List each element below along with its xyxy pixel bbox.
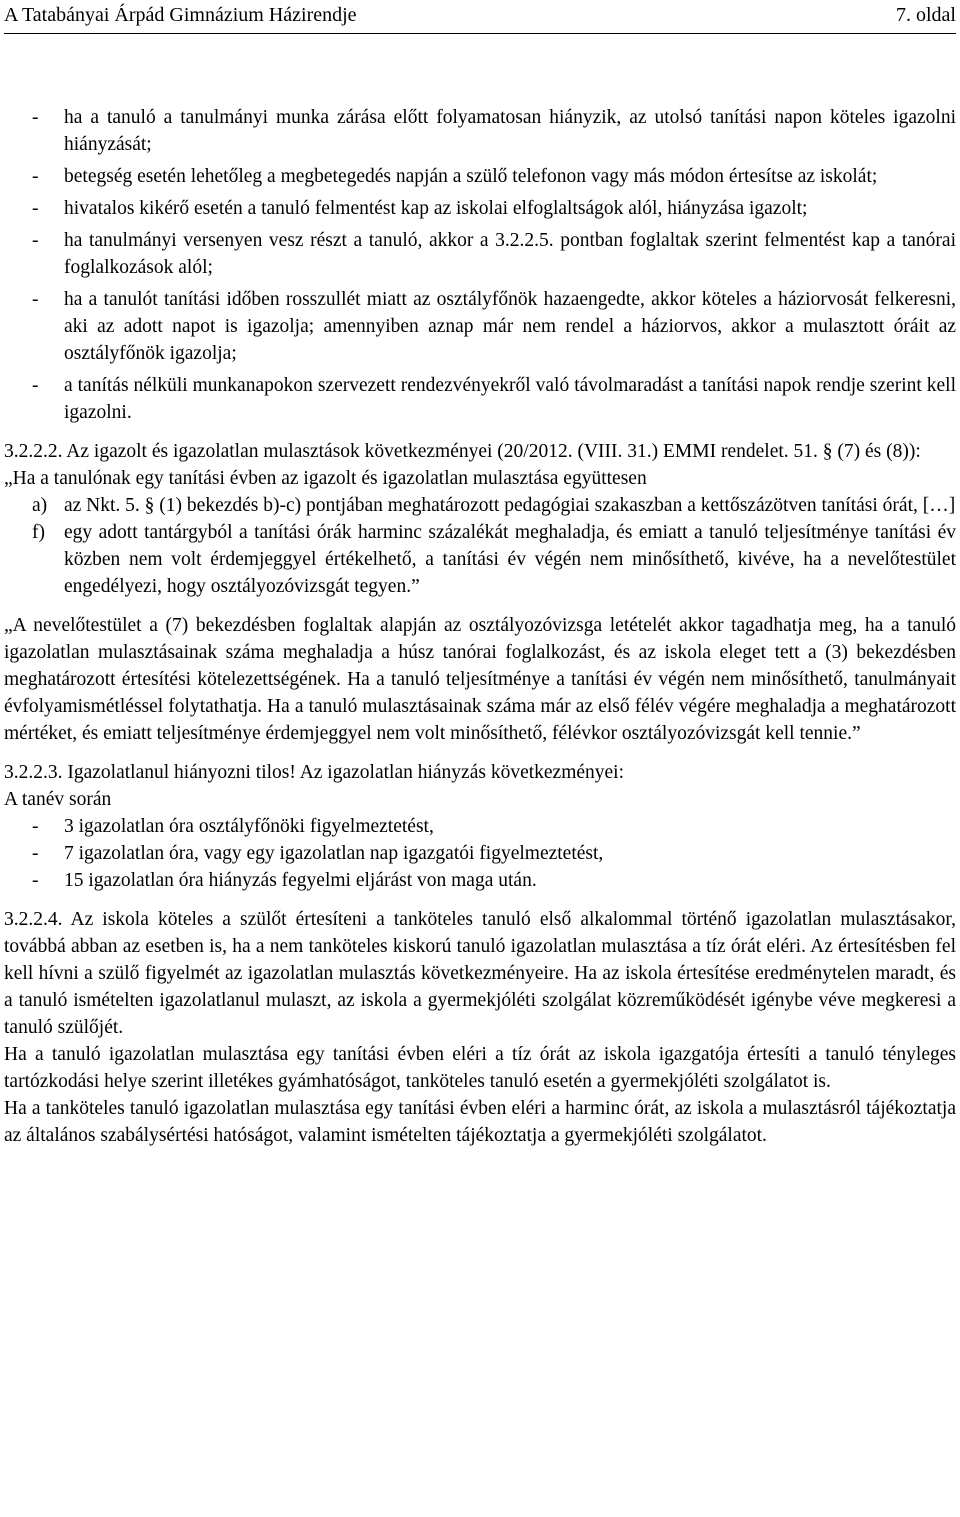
section-3223-heading: 3.2.2.3. Igazolatlanul hiányozni tilos! Az igazolatlan hiányzás következményei: — [4, 762, 625, 783]
page-number: 7. oldal — [896, 4, 956, 26]
list-item: a) az Nkt. 5. § (1) bekezdés b)-c) pontjában meghatározott pedagógiai szakaszban a kettőszázötven tanítási órát, […] — [32, 495, 956, 516]
list-item: - ha a tanulót tanítási időben rosszullét miatt az osztályfőnök hazaengedte, akkor köteles a háziorvosát felkeresni, aki az adott napot is igazolja; amennyiben aznap már nem rendel a háziorvos, akkor a mulasztott óráit az osztályfőnök igazolja; — [32, 289, 956, 364]
list-item: - hivatalos kikérő esetén a tanuló felmentést kap az iskolai elfoglaltságok alól, hiányzása igazolt; — [32, 198, 808, 219]
quote-intro: „Ha a tanulónak egy tanítási évben az igazolt és igazolatlan mulasztása együttesen — [4, 468, 647, 489]
quote-paragraph: „A nevelőtestület a (7) bekezdésben foglaltak alapján az osztályozóvizsga letételét akkor tagadhatja meg, ha a tanuló igazolatlan mulasztásainak száma meghaladja a húsz tanórai foglalkozást, és az iskola eleget tett a (3) bekezdésben meghatározott értesítési kötelezettségének. Ha a tanuló teljesítménye a tanítási év végén nem minősíthető, tanulmányait évfolyamismétléssel folytathatja. Ha a tanuló mulasztásainak száma már az első félév végére meghaladja a meghatározott mértéket, és emiatt teljesítménye érdemjeggyel nem volt minősíthető, félévkor osztályozóvizsgát kell tennie.” — [4, 615, 956, 744]
section-3223-subheading: A tanév során — [4, 789, 112, 810]
list-item: - ha a tanuló a tanulmányi munka zárása előtt folyamatosan hiányzik, az utolsó tanítási napon köteles igazolni hiányzását; — [32, 107, 956, 155]
page-header — [4, 0, 956, 34]
list-item: f) egy adott tantárgyból a tanítási órák harminc százalékát meghaladja, és emiatt a tanuló teljesítménye tanítási év közben nem volt érdemjeggyel értékelhető, a tanítási év végén nem minősíthető, kivéve, ha a nevelőtestület engedélyezi, hogy osztályozóvizsgát tegyen.” — [32, 522, 956, 597]
absence-rules-list — [0, 104, 960, 426]
document-body — [0, 104, 960, 1149]
list-item: - 15 igazolatlan óra hiányzás fegyelmi eljárást von maga után. — [32, 870, 537, 891]
list-item: - 7 igazolatlan óra, vagy egy igazolatlan nap igazgatói figyelmeztetést, — [32, 843, 604, 864]
list-item: - ha tanulmányi versenyen vesz részt a tanuló, akkor a 3.2.2.5. pontban foglaltak szerint felmentést kap a tanórai foglalkozások alól; — [32, 230, 956, 278]
list-item: - 3 igazolatlan óra osztályfőnöki figyelmeztetést, — [32, 816, 434, 837]
list-item: - betegség esetén lehetőleg a megbetegedés napján a szülő telefonon vagy más módon értesítse az iskolát; — [32, 166, 878, 187]
paragraph: Ha a tanköteles tanuló igazolatlan mulasztása egy tanítási évben eléri a harminc órát, az iskola a mulasztásról tájékoztatja az általános szabálysértési hatóságot, valamint ismételten tájékoztatja a gyermekjóléti szolgálatot. — [4, 1098, 956, 1146]
paragraph: Ha a tanuló igazolatlan mulasztása egy tanítási évben eléri a tíz órát az iskola igazgatója értesíti a tanuló tényleges tartózkodási helye szerint illetékes gyámhatóságot, tanköteles tanuló esetén a gyermekjóléti szolgálatot is. — [4, 1044, 956, 1092]
list-item: - a tanítás nélküli munkanapokon szervezett rendezvényekről való távolmaradást a tanítási napok rendje szerint kell igazolni. — [32, 375, 956, 423]
document-title: A Tatabányai Árpád Gimnázium Házirendje — [4, 4, 357, 26]
section-3222-heading: 3.2.2.2. Az igazolt és igazolatlan mulasztások következményei (20/2012. (VIII. 31.) EMMI rendelet. 51. § (7) és (8)): — [4, 441, 921, 462]
section-3224-paragraph: 3.2.2.4. Az iskola köteles a szülőt értesíteni a tanköteles tanuló első alkalommal történő igazolatlan mulasztásakor, továbbá abban az esetben is, ha a nem tanköteles kiskorú tanuló igazolatlan mulasztása a tíz órát eléri. Az értesítésben fel kell hívni a szülő figyelmét az igazolatlan mulasztás következményeire. Ha az iskola értesítése eredménytelen maradt, és a tanuló ismételten igazolatlanul mulaszt, az iskola a gyermekjóléti szolgálat közreműködését igénybe véve megkeresi a tanuló szülőjét. — [4, 909, 956, 1038]
